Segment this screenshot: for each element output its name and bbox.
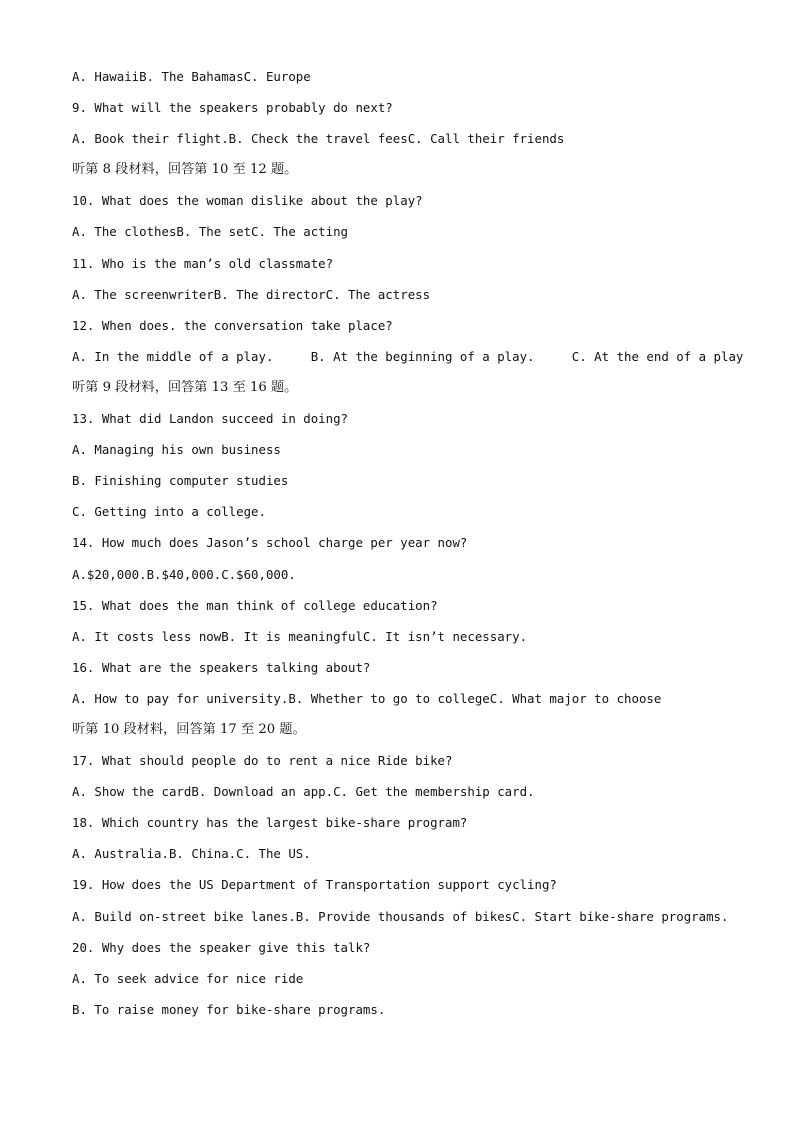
question-11: 11. Who is the man’s old classmate? xyxy=(72,255,334,271)
question-13: 13. What did Landon succeed in doing? xyxy=(72,411,349,427)
question-15: 15. What does the man think of college education? xyxy=(72,597,438,613)
answer-options-q19: A. Build on-street bike lanes.B. Provide thousands of bikesC. Start bike-share programs. xyxy=(72,908,729,924)
answer-options-q14: A.$20,000.B.$40,000.C.$60,000. xyxy=(72,566,296,582)
answer-options-q8: A. HawaiiB. The BahamasC. Europe xyxy=(72,69,311,84)
answer-option-13a: A. Managing his own business xyxy=(72,442,281,458)
section-heading-8: 听第 8 段材料，回答第 10 至 12 题。 xyxy=(72,162,298,178)
question-19: 19. How does the US Department of Transportation support cycling? xyxy=(72,877,557,893)
answer-options-q11: A. The screenwriterB. The directorC. The actress xyxy=(72,286,431,302)
question-12: 12. When does. the conversation take place? xyxy=(72,317,393,333)
question-18: 18. Which country has the largest bike-share program? xyxy=(72,815,468,831)
question-14: 14. How much does Jason’s school charge per year now? xyxy=(72,535,468,551)
answer-options-q12: A. In the middle of a play. B. At the beginning of a play. C. At the end of a play xyxy=(72,348,744,364)
answer-options-q15: A. It costs less nowB. It is meaningfulC. It isn’t necessary. xyxy=(72,628,528,644)
section-heading-9: 听第 9 段材料，回答第 13 至 16 题。 xyxy=(72,379,298,395)
question-17: 17. What should people do to rent a nice Ride bike? xyxy=(72,753,453,769)
section-heading-10: 听第 10 段材料，回答第 17 至 20 题。 xyxy=(72,721,306,737)
answer-option-13b: B. Finishing computer studies xyxy=(72,473,289,489)
answer-option-20b: B. To raise money for bike-share programs. xyxy=(72,1001,386,1017)
question-16: 16. What are the speakers talking about? xyxy=(72,659,371,675)
question-9: 9. What will the speakers probably do next? xyxy=(72,100,393,116)
answer-options-q17: A. Show the cardB. Download an app.C. Get the membership card. xyxy=(72,784,535,800)
answer-options-q10: A. The clothesB. The setC. The acting xyxy=(72,224,349,240)
answer-option-20a: A. To seek advice for nice ride xyxy=(72,970,304,986)
answer-options-q16: A. How to pay for university.B. Whether to go to collegeC. What major to choose xyxy=(72,690,662,706)
question-10: 10. What does the woman dislike about the play? xyxy=(72,193,423,209)
question-20: 20. Why does the speaker give this talk? xyxy=(72,939,371,955)
answer-option-13c: C. Getting into a college. xyxy=(72,504,266,520)
document-page xyxy=(72,68,762,1032)
answer-options-q18: A. Australia.B. China.C. The US. xyxy=(72,846,311,862)
answer-options-q9: A. Book their flight.B. Check the travel feesC. Call their friends xyxy=(72,131,565,147)
